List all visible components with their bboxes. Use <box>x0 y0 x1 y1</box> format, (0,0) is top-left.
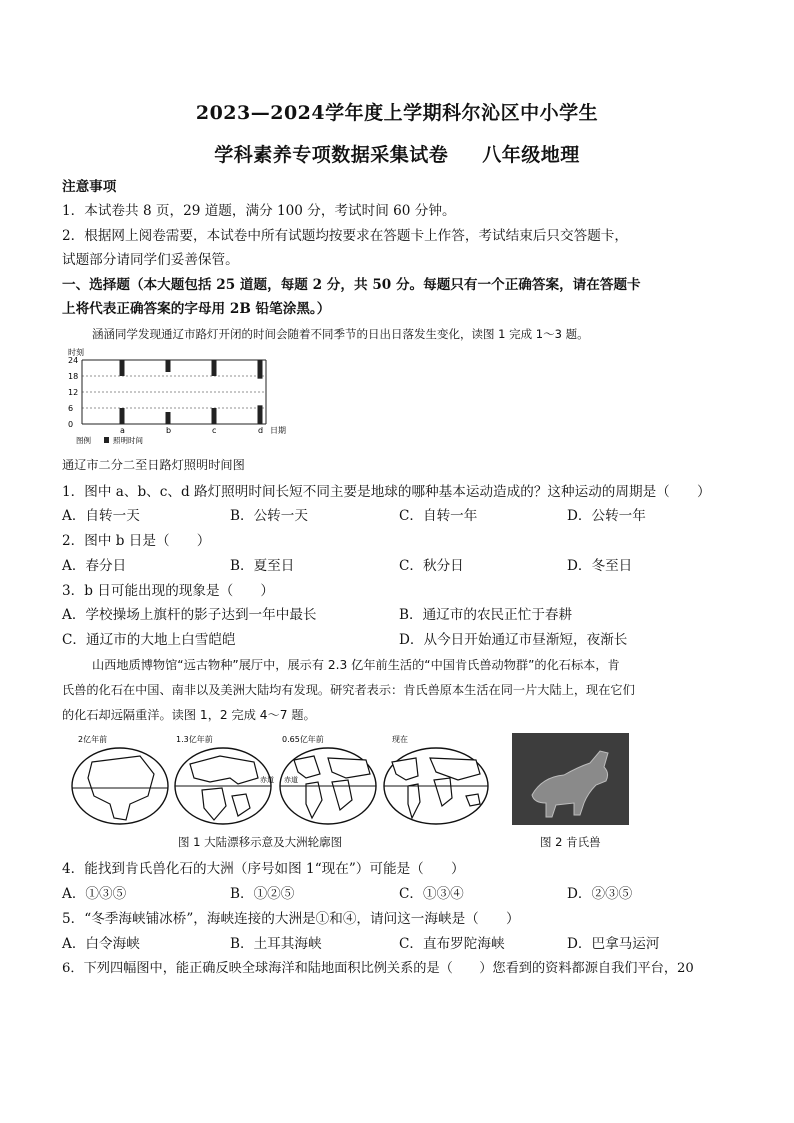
q1-option-a: A．自转一天 <box>62 508 140 524</box>
map-present <box>384 748 488 824</box>
kannemeyeria-photo <box>512 733 629 825</box>
map-130ma <box>175 748 274 824</box>
chart-xtick-label: b <box>166 426 172 435</box>
q5-stem: 5．“冬季海峡铺冰桥”，海峡连接的大洲是①和④，请问这一海峡是（ ） <box>62 911 520 927</box>
q3-option-c: C．通辽市的大地上白雪皑皑 <box>62 632 236 648</box>
intro-text-2c: 的化石却远隔重洋。读图 1，2 完成 4～7 题。 <box>62 708 316 722</box>
q4-stem: 4．能找到肯氏兽化石的大洲（序号如图 1“现在”）可能是（ ） <box>62 861 465 877</box>
chart-legend-label: 照明时间 <box>113 436 143 445</box>
intro-text-2b: 氏兽的化石在中国、南非以及美洲大陆均有发现。研究者表示：肯氏兽原本生活在同一片大陆上，现在它们 <box>62 683 635 697</box>
chart-bar-b <box>166 360 171 372</box>
notice-item-2b: 试题部分请同学们妥善保管。 <box>62 252 239 268</box>
lighting-time-chart <box>66 346 296 446</box>
q2-stem: 2．图中 b 日是（ ） <box>62 533 211 549</box>
q3-option-b: B．通辽市的农民正忙于春耕 <box>399 607 573 623</box>
q4-option-c: C．①③④ <box>399 886 464 902</box>
q2-option-a: A．春分日 <box>62 558 127 574</box>
q4-option-d: D．②③⑤ <box>567 886 633 902</box>
q6-stem: 6．下列四幅图中，能正确反映全球海洋和陆地面积比例关系的是（ ）您看到的资料都源自我们平台，20 <box>62 961 694 976</box>
chart-bar-c <box>212 408 217 424</box>
chart-bar-d <box>258 360 263 379</box>
q1-option-b: B．公转一天 <box>230 508 308 524</box>
section1-heading-b: 上将代表正确答案的字母用 2B 铅笔涂黑。） <box>62 301 331 317</box>
chart-xtick-label: d <box>258 426 264 435</box>
q3-option-d: D．从今日开始通辽市昼渐短，夜渐长 <box>399 632 628 648</box>
q5-option-d: D．巴拿马运河 <box>567 936 660 952</box>
exam-subtitle: 学科素养专项数据采集试卷 <box>214 144 449 166</box>
chart-caption: 通辽市二分二至日路灯照明时间图 <box>62 458 245 472</box>
q3-stem: 3．b 日可能出现的现象是（ ） <box>62 583 274 599</box>
notice-heading: 注意事项 <box>62 179 117 195</box>
map-label-present: 现在 <box>392 735 408 744</box>
section1-heading-a: 一、选择题（本大题包括 25 道题，每题 2 分，共 50 分。每题只有一个正确答案，请在答题卡 <box>62 277 641 293</box>
chart-bar-a <box>120 408 125 424</box>
notice-item-1: 1．本试卷共 8 页，29 道题，满分 100 分，考试时间 60 分钟。 <box>62 203 456 219</box>
q2-option-d: D．冬至日 <box>567 558 633 574</box>
chart-ytick-label: 12 <box>68 388 79 397</box>
chart-ytick-label: 6 <box>68 404 74 413</box>
map-65ma <box>280 748 376 824</box>
chart-bar-a <box>120 360 125 376</box>
equator-label-2: 赤道 <box>284 776 298 784</box>
notice-item-2a: 2．根据网上阅卷需要，本试卷中所有试题均按要求在答题卡上作答，考试结束后只交答题卡， <box>62 228 628 244</box>
chart-ylabel: 时刻 <box>68 348 84 357</box>
chart-xtick-label: a <box>120 426 125 435</box>
chart-ytick-label: 18 <box>68 372 79 381</box>
q3-option-a: A．学校操场上旗杆的影子达到一年中最长 <box>62 607 317 623</box>
intro-text-2a: 山西地质博物馆“远古物种”展厅中，展示有 2.3 亿年前生活的“中国肯氏兽动物群”的化石标本，肯 <box>92 658 620 672</box>
q5-option-c: C．直布罗陀海峡 <box>399 936 505 952</box>
chart-ytick-label: 24 <box>68 356 79 365</box>
q2-option-b: B．夏至日 <box>230 558 295 574</box>
exam-title-line2 <box>0 140 794 167</box>
q5-option-a: A．白令海峡 <box>62 936 140 952</box>
q5-option-b: B．土耳其海峡 <box>230 936 322 952</box>
chart-xlabel: 日期 <box>270 426 286 435</box>
chart-ytick-label: 0 <box>68 420 74 429</box>
map-label-200ma: 2亿年前 <box>78 735 108 744</box>
chart-legend-title: 图例 <box>76 436 91 445</box>
q2-option-c: C．秋分日 <box>399 558 464 574</box>
intro-text-1: 涵涵同学发现通辽市路灯开闭的时间会随着不同季节的日出日落发生变化，读图 1 完成 1～3 题。 <box>92 327 589 341</box>
chart-bar-b <box>166 412 171 424</box>
q1-stem: 1．图中 a、b、c、d 路灯照明时间长短不同主要是地球的哪种基本运动造成的？这种运动的周期是（ ） <box>62 484 711 500</box>
map-label-130ma: 1.3亿年前 <box>176 735 213 744</box>
exam-title-line1: 2023—2024学年度上学期科尔沁区中小学生 <box>195 102 599 124</box>
q1-option-c: C．自转一年 <box>399 508 478 524</box>
q4-option-b: B．①②⑤ <box>230 886 295 902</box>
equator-label-1: 赤道 <box>260 776 274 784</box>
continental-drift-maps <box>70 734 492 830</box>
chart-bar-d <box>258 405 263 424</box>
figure2-caption: 图 2 肯氏兽 <box>540 835 601 849</box>
chart-legend-swatch <box>104 437 109 443</box>
chart-xtick-label: c <box>212 426 217 435</box>
figure1-caption: 图 1 大陆漂移示意及大洲轮廓图 <box>178 835 343 849</box>
q1-option-d: D．公转一年 <box>567 508 646 524</box>
chart-bar-c <box>212 360 217 376</box>
map-200ma <box>72 748 168 824</box>
map-label-65ma: 0.65亿年前 <box>282 735 324 744</box>
exam-grade-subject: 八年级地理 <box>482 144 580 166</box>
q4-option-a: A．①③⑤ <box>62 886 127 902</box>
